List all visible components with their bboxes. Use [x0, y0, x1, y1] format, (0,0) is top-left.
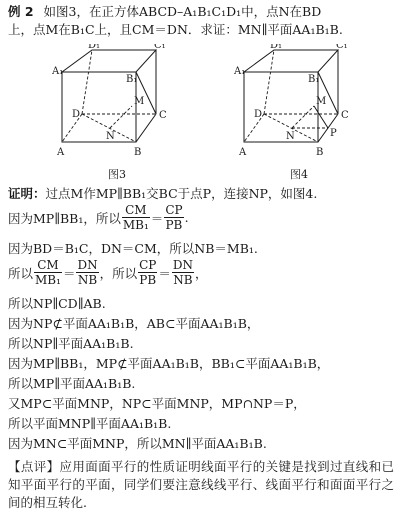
frac-num: DN	[77, 258, 98, 272]
fraction-cp-pb	[164, 203, 183, 232]
label-B1: B₁	[308, 74, 320, 85]
segment-MP	[314, 106, 328, 128]
proof-line-1	[8, 186, 394, 202]
proof-line-2	[8, 203, 189, 232]
label-M: M	[134, 96, 145, 107]
fraction-cp-pb	[138, 258, 157, 287]
label-B1: B₁	[126, 74, 138, 85]
comma: ，	[195, 265, 208, 281]
frac-den: PB	[139, 273, 157, 287]
frac-den: PB	[165, 218, 183, 232]
frac-num: CP	[139, 258, 157, 272]
equals-sign: ＝	[62, 265, 76, 281]
label-C1: C₁	[154, 44, 166, 51]
frac-num: DN	[172, 258, 193, 272]
frac-den: NB	[173, 273, 193, 287]
label-A: A	[57, 147, 65, 158]
diag-B1C	[136, 72, 156, 114]
equals-sign: ＝	[150, 210, 164, 226]
proof-line-6: 因为NP⊄平面AA₁B₁B，AB⊂平面AA₁B₁B，	[8, 316, 260, 331]
frac-den: MB₁	[35, 273, 61, 287]
comment-label: 【点评】	[8, 459, 60, 474]
problem-line-1	[8, 4, 394, 20]
label-D: D	[72, 109, 81, 120]
proof-line-11: 所以平面MNP∥平面AA₁B₁B.	[8, 416, 172, 431]
example-label: 例 2	[8, 4, 34, 19]
comment-text: 应用面面平行的性质证明线面平行的关键是找到过直线和已知平面平行的平面，同学们要注意线线平行、线面平行和面面平行之间的相互转化.	[8, 459, 394, 510]
label-A1: A₁	[52, 66, 64, 77]
figure-3-cube	[52, 44, 182, 164]
label-B: B	[316, 147, 324, 158]
proof-label: 证明：	[8, 186, 46, 201]
period: .	[184, 210, 189, 225]
label-C: C	[341, 110, 349, 121]
label-A1: A₁	[234, 66, 246, 77]
figure-3	[52, 44, 182, 168]
frac-num: CM	[122, 203, 150, 218]
figure-4-cube	[234, 44, 364, 164]
fraction-cm-mb1	[34, 258, 62, 287]
frac-den: MB₁	[122, 218, 149, 232]
proof-text-4: 所以	[8, 265, 34, 281]
frac-num: CP	[165, 203, 183, 217]
proof-text-1: 过点M作MP∥BB₁交BC于点P，连接NP，如图4.	[45, 186, 318, 201]
proof-text-4-mid: ，所以	[99, 265, 138, 281]
label-B: B	[134, 147, 142, 158]
figure-4	[234, 44, 364, 168]
proof-line-3: 因为BD＝B₁C，DN＝CM，所以NB＝MB₁.	[8, 241, 258, 256]
label-N: N	[286, 131, 295, 142]
proof-line-12: 因为MN⊂平面MNP，所以MN∥平面AA₁B₁B.	[8, 436, 267, 451]
label-D1: D₁	[270, 44, 283, 51]
problem-line-2: 上，点M在B₁C上，且CM＝DN．求证：MN∥平面AA₁B₁B.	[8, 22, 343, 37]
face-top	[244, 50, 338, 72]
proof-line-5: 所以NP∥CD∥AB.	[8, 296, 106, 311]
proof-line-8: 因为MP∥BB₁，MP⊄平面AA₁B₁B，BB₁⊂平面AA₁B₁B，	[8, 356, 330, 371]
label-C1: C₁	[336, 44, 348, 51]
proof-line-9: 所以MP∥平面AA₁B₁B.	[8, 376, 136, 391]
label-D: D	[254, 109, 263, 120]
label-D1: D₁	[88, 44, 101, 51]
segment-NM	[292, 106, 314, 128]
label-A: A	[239, 147, 247, 158]
fraction-dn-nb	[76, 258, 98, 287]
fraction-cm-mb1	[122, 203, 150, 232]
figure-4-caption: 图4	[290, 168, 308, 181]
proof-text-2: 因为MP∥BB₁，所以	[8, 210, 121, 226]
figure-3-caption: 图3	[108, 168, 126, 181]
face-front	[62, 72, 136, 142]
edge-DD1	[82, 50, 92, 114]
frac-num: CM	[34, 258, 62, 273]
diag-B1C	[318, 72, 338, 114]
edge-BC	[136, 114, 156, 142]
face-front	[244, 72, 318, 142]
segment-NM	[110, 106, 132, 128]
problem-text-1: 如图3，在正方体ABCD–A₁B₁C₁D₁中，点N在BD	[43, 4, 322, 19]
frac-den: NB	[77, 273, 98, 287]
proof-line-7: 所以NP∥平面AA₁B₁B.	[8, 336, 134, 351]
comment-paragraph	[8, 458, 394, 512]
edge-DD1	[264, 50, 274, 114]
proof-line-4	[8, 258, 208, 287]
label-P: P	[330, 128, 337, 139]
label-C: C	[159, 110, 167, 121]
fraction-dn-nb	[172, 258, 194, 287]
proof-line-10: 又MP⊂平面MNP，NP⊂平面MNP，MP∩NP＝P，	[8, 396, 306, 411]
label-M: M	[316, 96, 327, 107]
equals-sign: ＝	[158, 265, 171, 281]
face-top	[62, 50, 156, 72]
label-N: N	[106, 131, 115, 142]
